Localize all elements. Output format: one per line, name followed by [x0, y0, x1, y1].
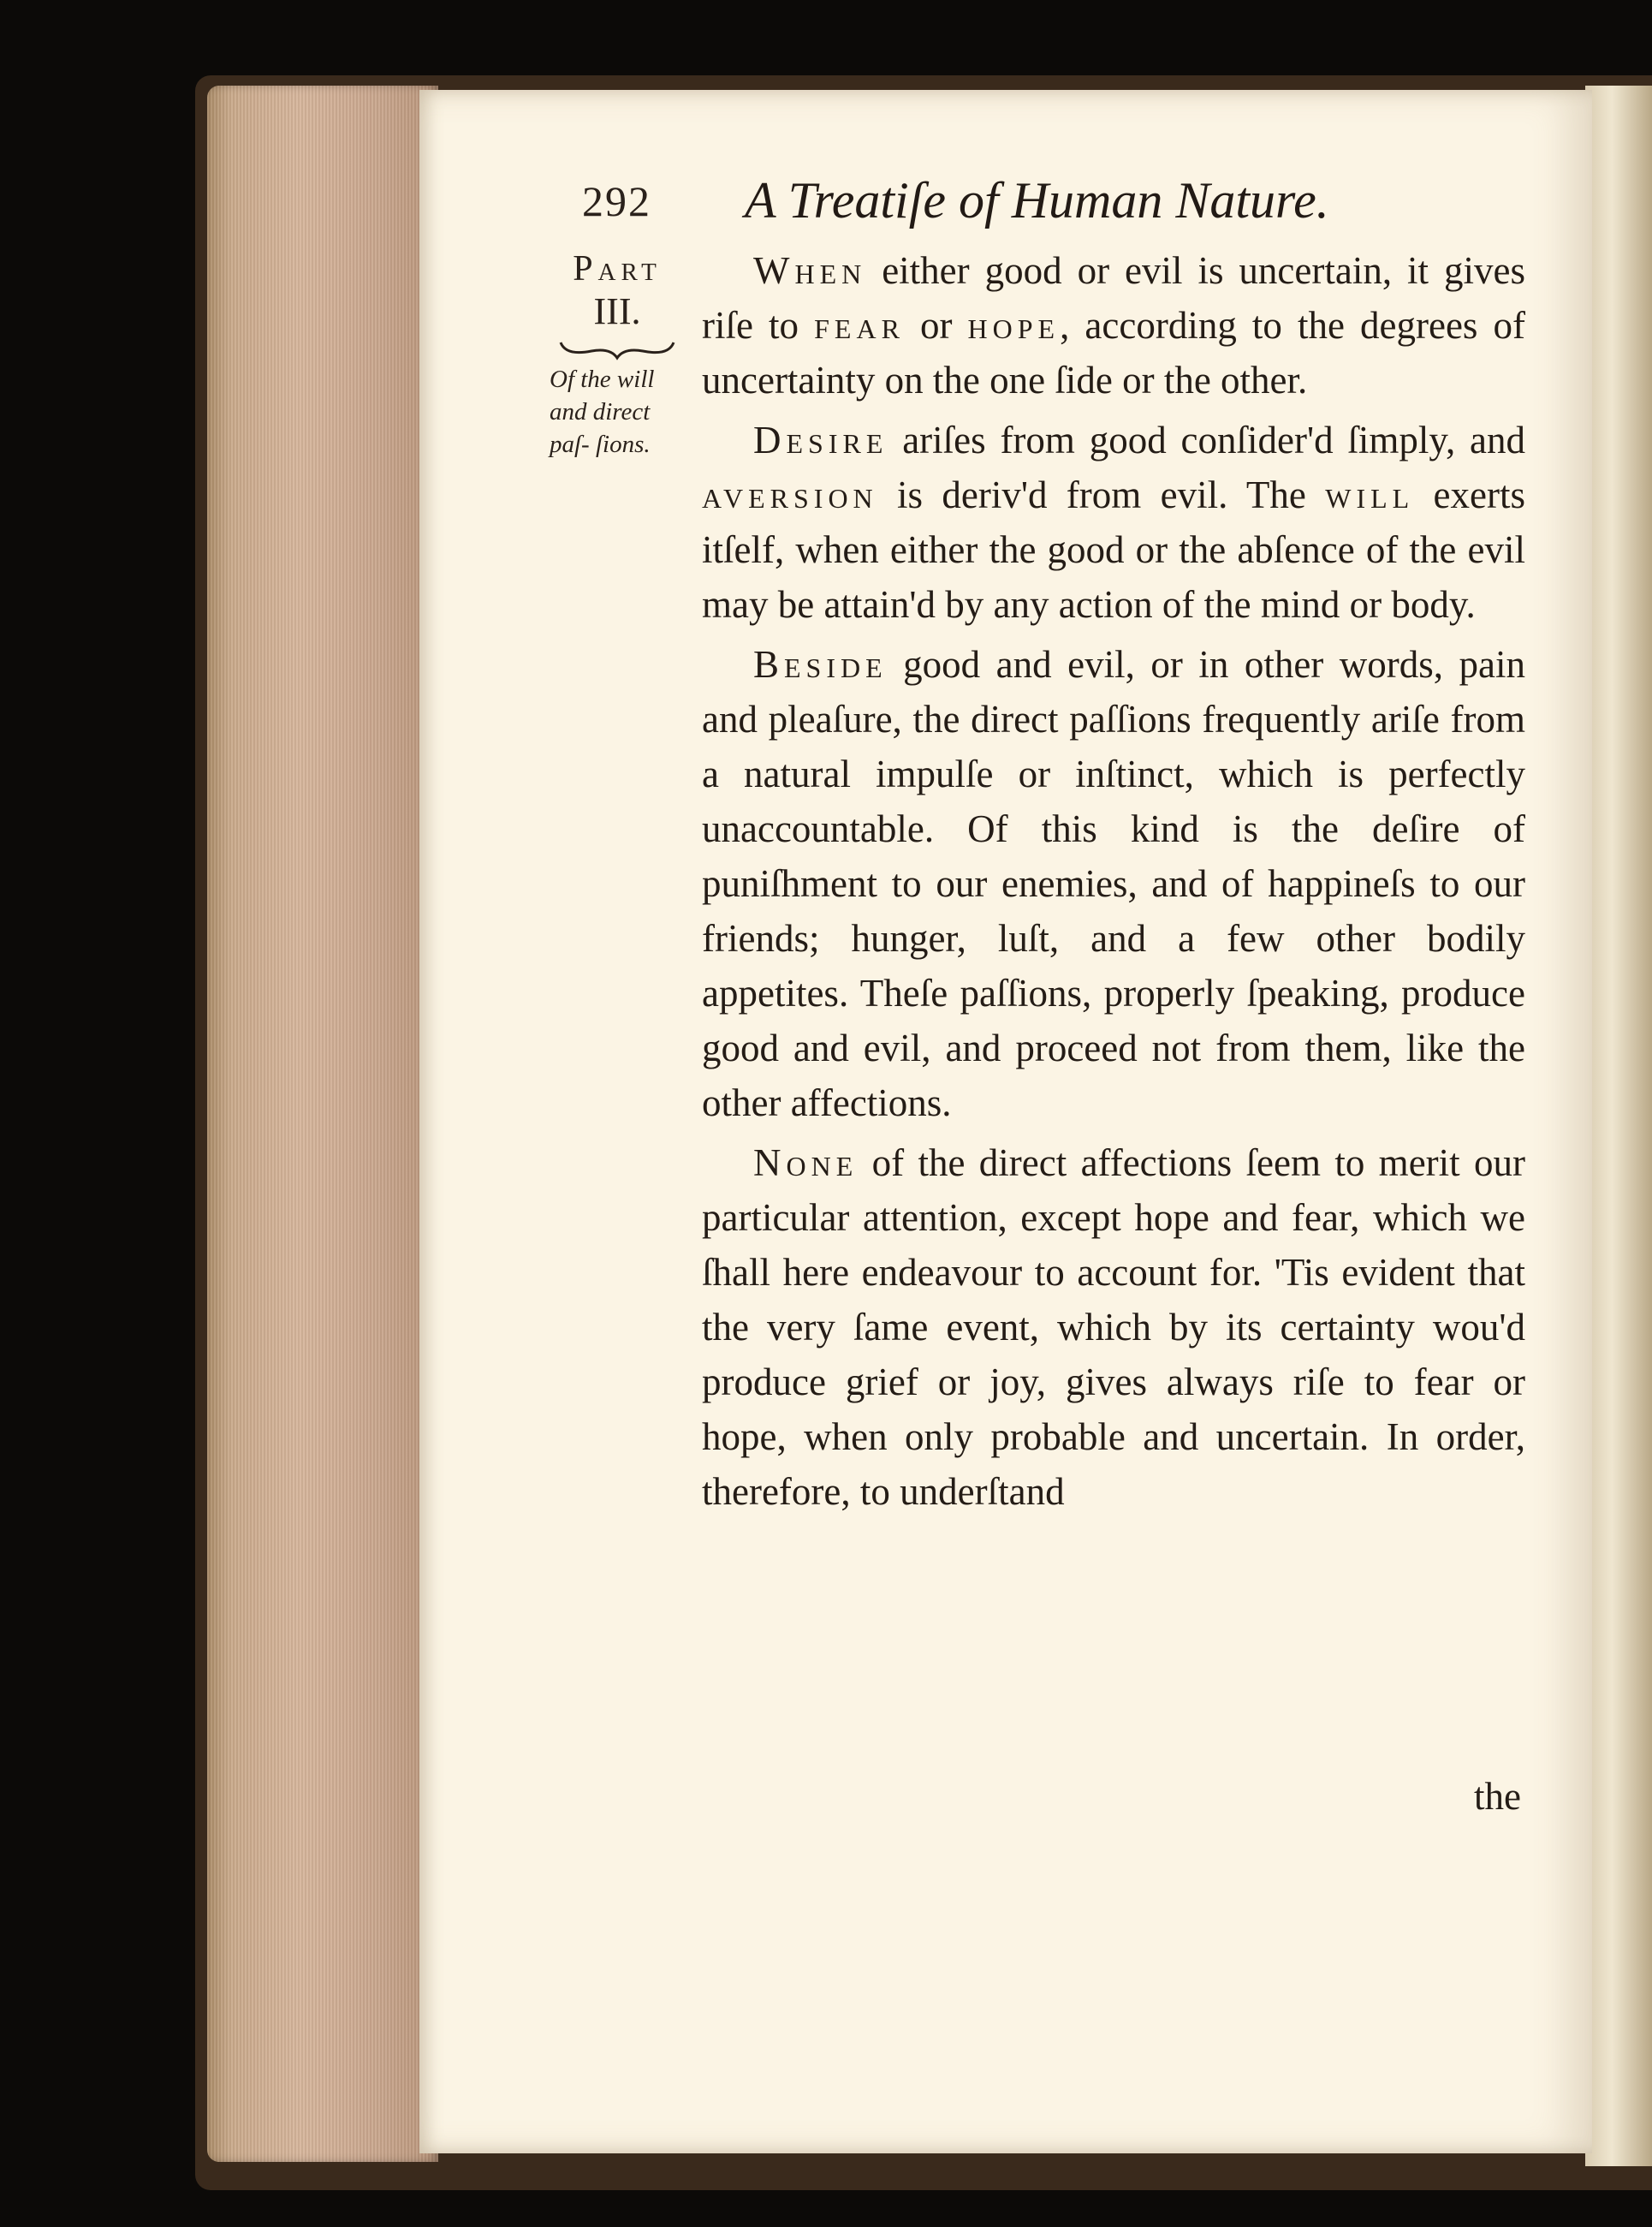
term-aversion: aversion — [702, 473, 878, 516]
term-fear: fear — [814, 304, 905, 347]
margin-note — [544, 248, 690, 461]
page-number: 292 — [582, 177, 651, 225]
paragraph-lead: Beside — [753, 643, 888, 686]
paragraph-1: When either good or evil is uncertain, it gives riſe to fear or hope, according to the degrees of uncertainty on the one ſide or the other. — [702, 249, 1525, 402]
part-label: Part — [573, 249, 662, 289]
paragraph-lead: None — [753, 1141, 859, 1184]
term-will: will — [1325, 473, 1415, 516]
paragraph-2: Desire ariſes from good conſider'd ſimply, and aversion is deriv'd from evil. The will exerts itſelf, when either the good or the abſence of the evil may be attain'd by any action of the mind or body. — [702, 419, 1525, 626]
running-head: A Treatiſe of Human Nature. — [745, 172, 1329, 229]
brace-icon — [557, 337, 677, 361]
paragraph-lead: When — [753, 249, 867, 292]
part-number: III. — [593, 290, 641, 332]
catchword: the — [1474, 1775, 1521, 1818]
paragraph-3: Beside good and evil, or in other words, pain and pleaſure, the direct paſſions frequently ariſe from a natural impulſe or inſtinct, which is perfectly unaccountable. Of this kind is the deſire of puniſhment to our enemies, and of happineſs to our friends; hunger, luſt, and a few other bodily appetites. Theſe paſſions, properly ſpeaking, produce good and evil, and proceed not from them, like the other affections. — [702, 643, 1525, 1124]
page-header — [582, 171, 1438, 240]
margin-note-text: Of the will and direct paſ- ſions. — [550, 366, 655, 458]
body-text — [702, 238, 1525, 1519]
term-hope: hope — [967, 304, 1061, 347]
facing-page-gutter — [1585, 86, 1652, 2166]
page-edges — [207, 86, 438, 2162]
paragraph-4: None of the direct affections ſeem to merit our particular attention, except hope and fear, which we ſhall here endeavour to account for. 'Tis evident that the very ſame event, which by its certainty wou'd produce grief or joy, gives always riſe to fear or hope, when only probable and uncertain. In order, therefore, to underſtand — [702, 1141, 1525, 1513]
paragraph-lead: Desire — [753, 419, 888, 461]
